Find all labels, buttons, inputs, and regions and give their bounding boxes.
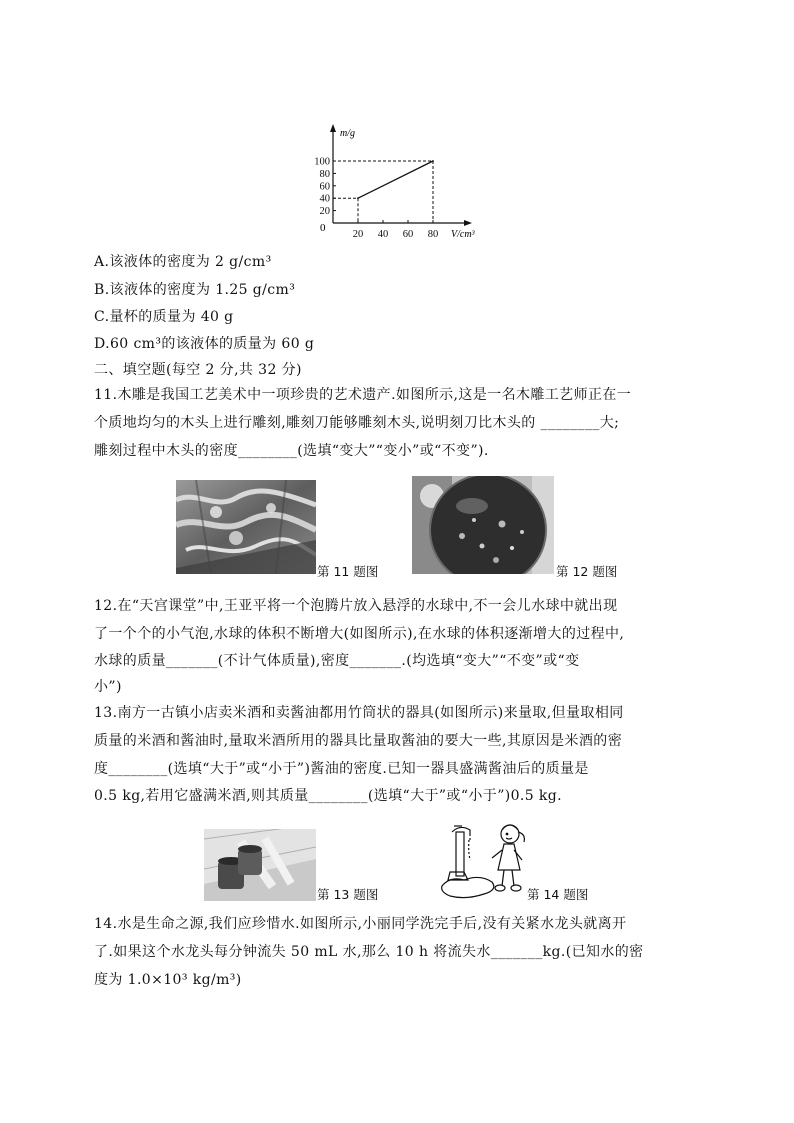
q12-line-4: 小”) — [94, 679, 122, 695]
bamboo-cups-photo — [204, 829, 316, 901]
y-tick-label: 60 — [319, 181, 330, 193]
figure-14-caption: 第 14 题图 — [527, 887, 589, 902]
mass-volume-graph — [300, 120, 500, 240]
x-axis-arrow — [464, 220, 472, 226]
y-tick-label: 20 — [319, 206, 330, 218]
figure-11-caption: 第 11 题图 — [317, 564, 379, 579]
origin-label: 0 — [320, 222, 326, 234]
y-axis-arrow — [330, 124, 336, 132]
faucet-girl-drawing — [440, 820, 530, 902]
wood-carving-photo — [176, 480, 316, 574]
q13-line-4: 0.5 kg,若用它盛满米酒,则其质量________(选填“大于”或“小于”)0.5 kg. — [94, 788, 563, 804]
q12-line-3: 水球的质量_______(不计气体质量),密度_______.(均选填“变大”“不变”或“变 — [94, 653, 580, 669]
x-tick-label: 40 — [377, 229, 389, 240]
data-point — [432, 160, 434, 162]
option-d: D.60 cm³的该液体的质量为 60 g — [94, 336, 315, 352]
q13-line-1: 13.南方一古镇小店卖米酒和卖酱油都用竹筒状的器具(如图所示)来量取,但量取相同 — [94, 705, 624, 721]
option-c: C.量杯的质量为 40 g — [94, 309, 234, 325]
q11-line-2: 个质地均匀的木头上进行雕刻,雕刻刀能够雕刻木头,说明刻刀比木头的 ________大; — [94, 415, 620, 431]
figure-13-caption: 第 13 题图 — [317, 887, 379, 902]
q11-line-3: 雕刻过程中木头的密度________(选填“变大”“变小”或“不变”). — [94, 443, 489, 459]
x-tick-label: 20 — [352, 229, 364, 240]
x-axis-label: V/cm³ — [451, 229, 475, 240]
q13-line-2: 质量的米酒和酱油时,量取米酒所用的器具比量取酱油的要大一些,其原因是米酒的密 — [94, 733, 623, 749]
option-b: B.该液体的密度为 1.25 g/cm³ — [94, 282, 296, 298]
figure-12-caption: 第 12 题图 — [556, 564, 618, 579]
data-point — [357, 197, 359, 199]
x-tick-label: 80 — [427, 229, 439, 240]
q14-line-3: 度为 1.0×10³ kg/m³) — [94, 972, 242, 988]
y-tick-label: 80 — [319, 168, 330, 180]
option-a: A.该液体的密度为 2 g/cm³ — [94, 254, 272, 270]
y-tick-label: 40 — [319, 193, 330, 205]
q12-line-2: 了一个个的小气泡,水球的体积不断增大(如图所示),在水球的体积逐渐增大的过程中, — [94, 626, 625, 642]
y-axis-label: m/g — [340, 128, 355, 139]
data-series-line — [358, 161, 433, 198]
q14-line-1: 14.水是生命之源,我们应珍惜水.如图所示,小丽同学洗完手后,没有关紧水龙头就离开 — [94, 916, 627, 932]
q14-line-2: 了.如果这个水龙头每分钟流失 50 mL 水,那么 10 h 将流失水_______kg.(已知水的密 — [94, 944, 644, 960]
q11-line-1: 11.木雕是我国工艺美术中一项珍贵的艺术遗产.如图所示,这是一名木雕工艺师正在一 — [94, 387, 632, 403]
y-tick-label: 100 — [314, 156, 330, 168]
section-heading: 二、填空题(每空 2 分,共 32 分) — [94, 362, 302, 378]
water-ball-photo — [412, 476, 554, 574]
q12-line-1: 12.在“天宫课堂”中,王亚平将一个泡腾片放入悬浮的水球中,不一会儿水球中就出现 — [94, 598, 618, 614]
x-tick-label: 60 — [402, 229, 414, 240]
q13-line-3: 度________(选填“大于”或“小于”)酱油的密度.已知一器具盛满酱油后的质量是 — [94, 761, 589, 777]
